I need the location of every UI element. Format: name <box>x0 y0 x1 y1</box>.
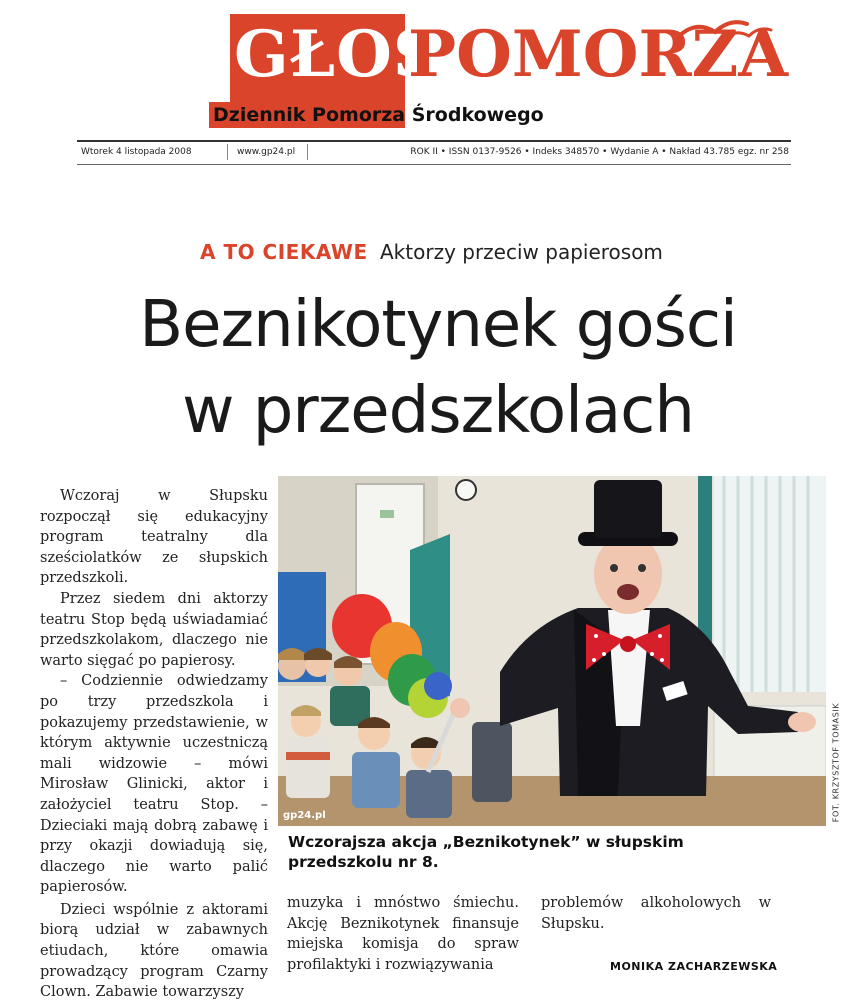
dateline-bar <box>77 140 791 165</box>
paragraph: Wczoraj w Słupsku rozpoczął się edukacyjny program teatralny dla sześciolatków ze słupskich przedszkoli. <box>40 488 268 587</box>
kicker-topic: Aktorzy przeciw papierosom <box>380 240 663 264</box>
paragraph: muzyka i mnóstwo śmiechu. Akcję Beznikotynek finansuje miejska komisja do spraw profilaktyki i rozwiązywania <box>287 895 519 973</box>
issue-date: Wtorek 4 listopada 2008 <box>81 147 192 157</box>
article-byline: MONIKA ZACHARZEWSKA <box>610 960 778 973</box>
article-kicker <box>200 240 663 264</box>
paragraph: Przez siedem dni aktorzy teatru Stop będą uświadamiać przedszkolakom, dlaczego nie warto sięgać po papierosy. <box>40 590 268 669</box>
article-column-1 <box>40 486 268 1003</box>
seagull-icon <box>675 14 775 50</box>
paragraph: – Codziennie odwiedzamy po trzy przedszkola i pokazujemy przedstawienie, w którym aktywnie uczestniczą mali widzowie – mówi Mirosław Glinicki, aktor i założyciel teatru Stop. – Dzieciaki mają dobrą zabawę i przy okazji dowiadują się, dlaczego nie warto palić papierosów. <box>40 673 268 896</box>
kicker-label: A TO CIEKAWE <box>200 240 368 264</box>
website-url: www.gp24.pl <box>237 147 296 157</box>
paragraph: Dzieci wspólnie z aktorami biorą udział w zabawnych etiudach, które omawia prowadzący program Czarny Clown. Zabawie towarzyszy <box>40 901 268 1001</box>
divider <box>227 144 228 160</box>
photo-watermark: gp24.pl <box>283 810 326 821</box>
headline-line-2: w przedszkolach <box>182 374 694 448</box>
photo-credit-text: FOT. KRZYSZTOF TOMASIK <box>831 702 841 823</box>
photo-credit <box>827 700 841 830</box>
divider <box>307 144 308 160</box>
paragraph: problemów alkoholowych w Słupsku. <box>541 895 771 932</box>
logo-title-part2: POMORZA <box>408 17 789 92</box>
issue-details: ROK II • ISSN 0137-9526 • Indeks 348570 • Wydanie A • Nakład 43.785 egz. nr 258 <box>410 147 789 157</box>
article-photo <box>278 476 826 826</box>
article-headline <box>118 282 758 454</box>
photo-caption: Wczorajsza akcja „Beznikotynek” w słupskim przedszkolu nr 8. <box>288 833 684 871</box>
masthead-subtitle: Dziennik Pomorza Środkowego <box>213 104 544 126</box>
logo-title-part1: GŁOS <box>234 17 441 92</box>
masthead <box>205 14 789 134</box>
headline-line-1: Beznikotynek gości <box>139 288 737 362</box>
article-column-2 <box>287 893 519 975</box>
logo-glos-block <box>230 14 441 102</box>
clown-with-children-photo <box>278 476 826 826</box>
article-column-3 <box>541 893 771 934</box>
